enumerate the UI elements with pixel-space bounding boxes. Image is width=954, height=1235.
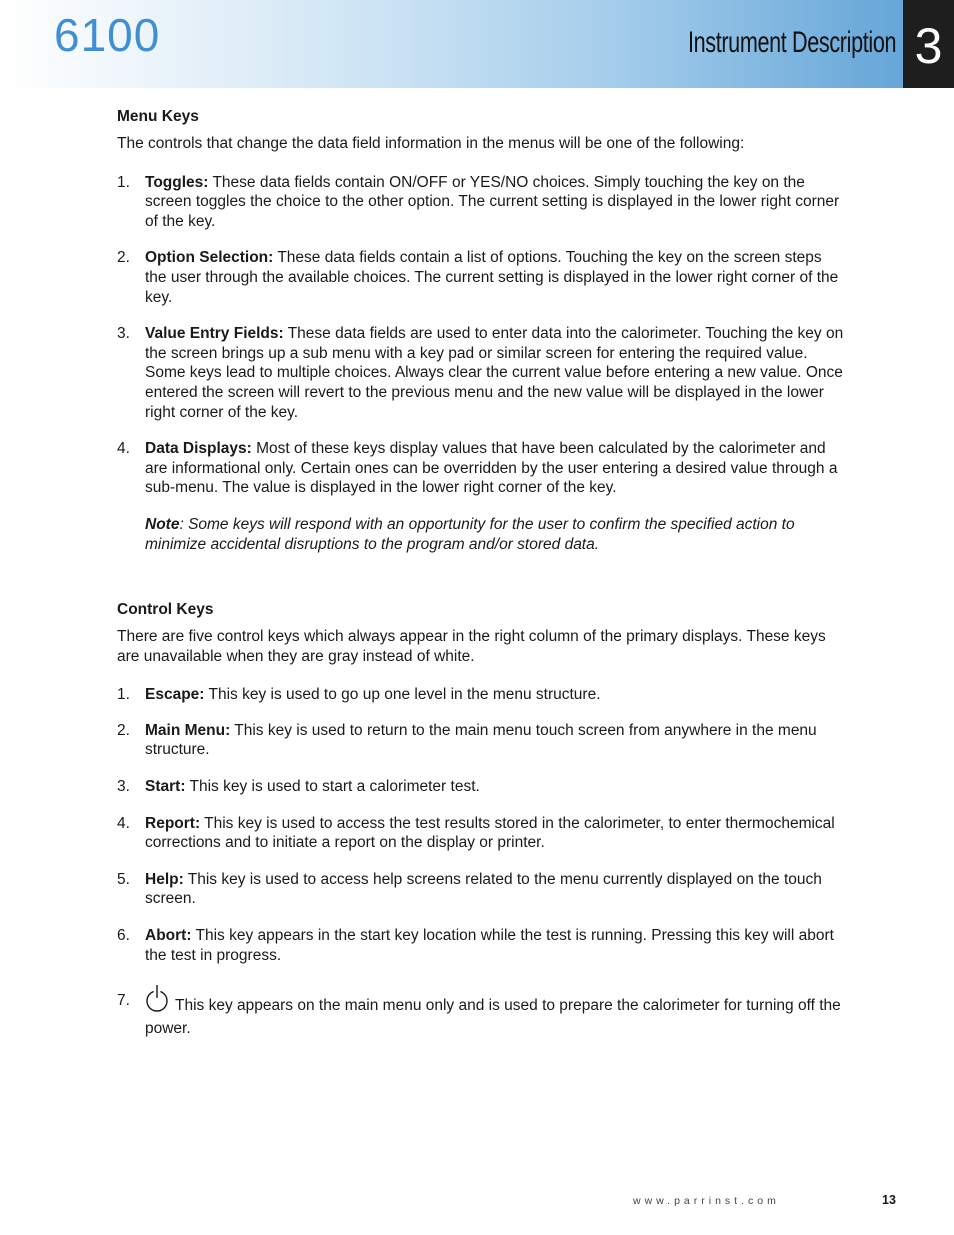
footer-url: www.parrinst.com [633, 1195, 780, 1207]
list-text: This key is used to go up one level in the menu structure. [204, 686, 601, 704]
list-item [117, 439, 845, 498]
list-item [117, 173, 845, 232]
list-item [117, 870, 845, 909]
list-item [117, 685, 845, 705]
list-term: Start: [145, 778, 186, 796]
list-item [117, 324, 845, 422]
list-item [117, 983, 845, 1038]
list-term: Data Displays: [145, 440, 252, 458]
list-number: 6. [117, 927, 130, 945]
section-title: Instrument Description [687, 26, 896, 59]
list-term: Abort: [145, 927, 192, 945]
menu-keys-heading: Menu Keys [117, 108, 199, 125]
list-term: Report: [145, 814, 201, 832]
list-number: 4. [117, 440, 130, 458]
list-item [117, 248, 845, 307]
list-item [117, 721, 845, 760]
list-term: Main Menu: [145, 721, 231, 739]
list-term: Help: [145, 870, 184, 888]
note-label: Note [145, 515, 180, 533]
page-header [0, 0, 954, 88]
list-text: This key is used to access the test results stored in the calorimeter, to enter thermochemical corrections and to initiate a report on the display or printer. [145, 814, 835, 852]
list-text: This key is used to return to the main menu touch screen from anywhere in the menu structure. [145, 721, 817, 759]
list-text: This key is used to start a calorimeter test. [185, 778, 480, 796]
note-text: : Some keys will respond with an opportunity for the user to confirm the specified action to minimize accidental disruptions to the program and/or stored data. [145, 515, 795, 553]
list-text: Most of these keys display values that have been calculated by the calorimeter and are informational only. Certain ones can be overridden by the user entering a desired value through a sub-menu. The value is displayed in the lower right corner of the key. [145, 440, 838, 497]
list-term: Escape: [145, 686, 205, 704]
list-text: This key appears on the main menu only and is used to prepare the calorimeter for turning off the power. [145, 997, 841, 1037]
list-term: Option Selection: [145, 249, 274, 267]
list-number: 7. [117, 992, 130, 1010]
list-text: These data fields contain a list of options. Touching the key on the screen steps the user through the available choices. The current setting is displayed in the lower right corner of the key. [145, 249, 839, 306]
list-number: 3. [117, 778, 130, 796]
model-number: 6100 [54, 9, 161, 61]
list-item [117, 926, 845, 965]
list-number: 2. [117, 249, 130, 267]
list-number: 4. [117, 814, 130, 832]
list-term: Toggles: [145, 173, 209, 191]
list-number: 1. [117, 686, 130, 704]
list-text: This key appears in the start key location while the test is running. Pressing this key will abort the test in progress. [145, 927, 834, 964]
list-number: 2. [117, 721, 130, 739]
list-text: These data fields are used to enter data into the calorimeter. Touching the key on the screen brings up a sub menu with a key pad or similar screen for entering the required value. Some keys lead to multiple choices. Always clear the current value before entering a new value. Once entered the screen will revert to the previous menu and the new value will be displayed in the lower right corner of the key. [145, 325, 844, 421]
power-icon [145, 983, 169, 1019]
page-number: 13 [882, 1193, 896, 1207]
list-number: 5. [117, 870, 130, 888]
list-text: This key is used to access help screens related to the menu currently displayed on the touch screen. [145, 870, 822, 908]
chapter-number: 3 [903, 0, 954, 88]
list-text: These data fields contain ON/OFF or YES/NO choices. Simply touching the key on the screen toggles the choice to the other option. The current setting is displayed in the lower right corner of the key. [145, 173, 840, 230]
list-term: Value Entry Fields: [145, 325, 284, 343]
list-item [117, 814, 845, 853]
list-number: 1. [117, 173, 130, 191]
note [117, 515, 845, 554]
page-content [117, 106, 845, 1038]
control-keys-heading: Control Keys [117, 601, 214, 619]
menu-keys-intro: The controls that change the data field information in the menus will be one of the following: [117, 135, 745, 152]
list-item [117, 777, 845, 797]
control-keys-intro: There are five control keys which always appear in the right column of the primary displays. These keys are unavailable when they are gray instead of white. [117, 628, 826, 665]
list-number: 3. [117, 325, 130, 343]
